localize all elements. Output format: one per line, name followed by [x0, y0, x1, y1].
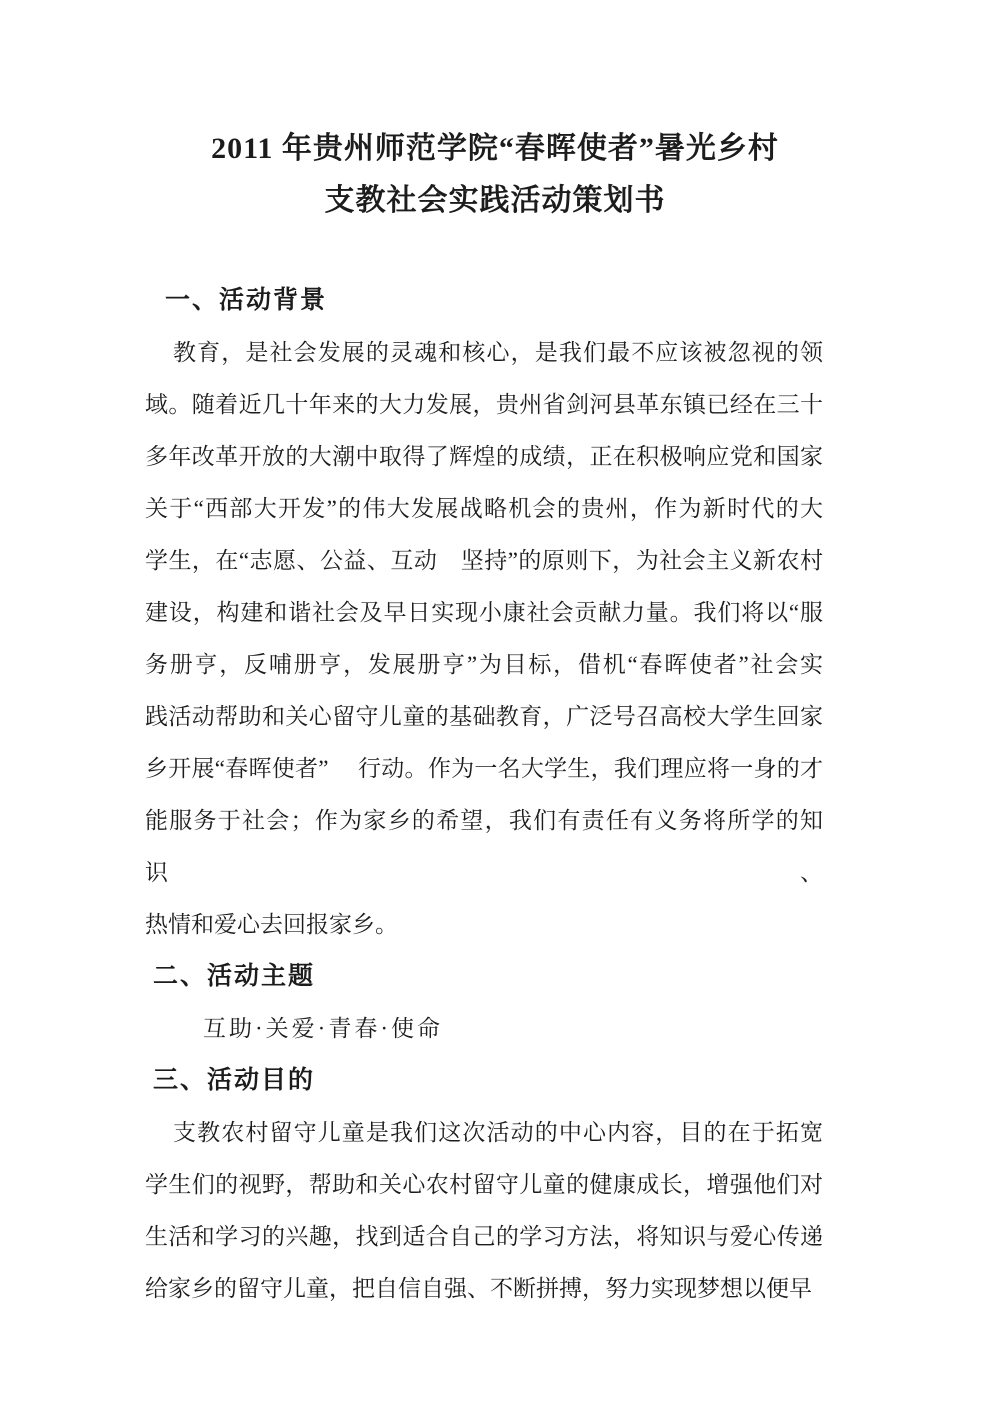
title-line-1: 2011 年贵州师范学院“春晖使者”暑光乡村 [211, 132, 779, 165]
document-title [135, 123, 855, 227]
section-activity-purpose [145, 1055, 823, 1315]
section-3-heading: 三、活动目的 [153, 1067, 316, 1094]
section-3-paragraph [145, 1107, 823, 1315]
section-1-heading: 一、活动背景 [165, 287, 328, 314]
text-line: 践活动帮助和关心留守儿童的基础教育，广泛号召高校大学生回家 [145, 704, 823, 729]
text-line: 支教农村留守儿童是我们这次活动的中心内容，目的在于拓宽 [173, 1120, 823, 1145]
text-line: 域。随着近几十年来的大力发展，贵州省剑河县革东镇已经在三十 [145, 392, 823, 417]
text-line: 关于“西部大开发”的伟大发展战略机会的贵州，作为新时代的大 [145, 496, 823, 521]
text-line: 学生们的视野，帮助和关心农村留守儿童的健康成长，增强他们对 [145, 1172, 823, 1197]
section-1-paragraph [145, 327, 823, 951]
section-activity-theme [145, 951, 823, 1055]
text-line: 学生，在“志愿、公益、互动 坚持”的原则下，为社会主义新农村 [145, 548, 823, 573]
text-line: 务册亨，反哺册亨，发展册亨”为目标，借机“春晖使者”社会实 [145, 652, 823, 677]
text-line: 乡开展“春晖使者” 行动。作为一名大学生，我们理应将一身的才 [145, 756, 823, 781]
section-activity-background [145, 275, 823, 951]
text-line: 教育，是社会发展的灵魂和核心，是我们最不应该被忽视的领 [173, 340, 823, 365]
text-line: 多年改革开放的大潮中取得了辉煌的成绩，正在积极响应党和国家 [145, 444, 823, 469]
section-2-heading: 二、活动主题 [153, 963, 316, 990]
text-line: 能服务于社会；作为家乡的希望，我们有责任有义务将所学的知识、 [145, 808, 823, 885]
text-line: 给家乡的留守儿童，把自信自强、不断拼搏，努力实现梦想以便早 [145, 1276, 812, 1301]
text-line: 建设，构建和谐社会及早日实现小康社会贡献力量。我们将以“服 [145, 600, 823, 625]
title-line-2: 支教社会实践活动策划书 [324, 184, 666, 217]
section-2-paragraph [145, 1003, 823, 1055]
text-line: 热情和爱心去回报家乡。 [145, 912, 398, 937]
document-content [145, 0, 823, 1315]
text-line: 互助·关爱·青春·使命 [203, 1016, 443, 1041]
text-line: 生活和学习的兴趣，找到适合自己的学习方法，将知识与爱心传递 [145, 1224, 823, 1249]
